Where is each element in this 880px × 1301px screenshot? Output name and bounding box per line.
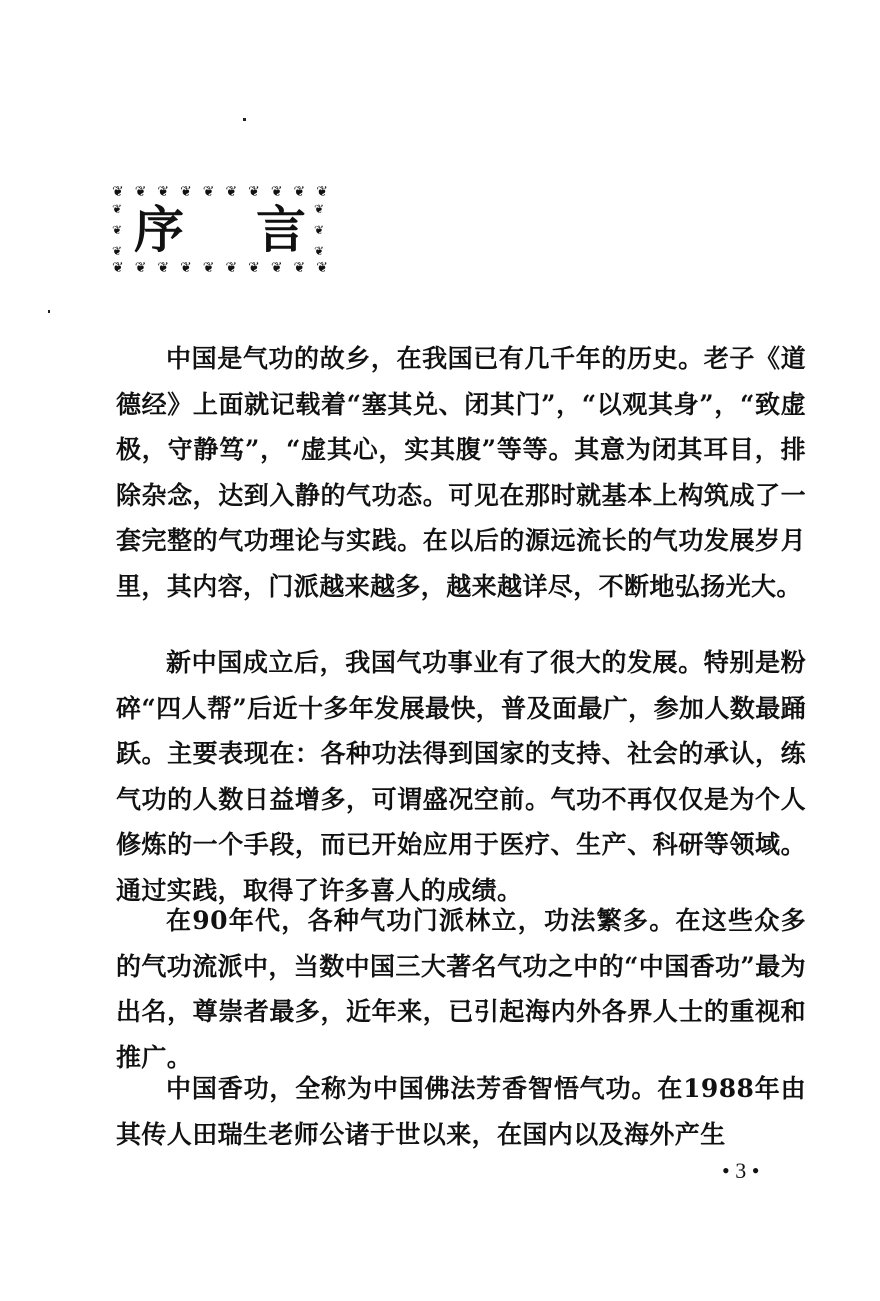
paragraph-4: 中国香功，全称为中国佛法芳香智悟气功。在1988年由其传人田瑞生老师公诸于世以来，在国内以及海外产生 [116, 1074, 806, 1149]
heading-frame [112, 184, 328, 276]
stray-mark [243, 118, 246, 121]
paragraph-3: 在90年代，各种气功门派林立，功法繁多。在这些众多的气功流派中，当数中国三大著名气功之中的“中国香功”最为出名，尊崇者最多，近年来，已引起海内外各界人士的重视和推广。 [116, 906, 806, 1072]
ornament-border-left: ❦ ❦ ❦ [112, 202, 123, 258]
title-char-2: 言 [256, 201, 306, 259]
paragraph-2: 新中国成立后，我国气功事业有了很大的发展。特别是粉碎“四人帮”后近十多年发展最快，普及面最广，参加人数最踊跃。主要表现在：各种功法得到国家的支持、社会的承认，练气功的人数日益增多，可谓盛况空前。气功不再仅仅是为个人修炼的一个手段，而已开始应用于医疗、生产、科研等领域。通过实践，取得了许多喜人的成绩。 [116, 648, 806, 905]
page-number: • 3 • [722, 1158, 760, 1183]
ornament-border-top: ❦ ❦ ❦ ❦ ❦ ❦ ❦ ❦ ❦ ❦ [112, 184, 328, 200]
title-char-1: 序 [134, 201, 184, 259]
paragraph-1: 中国是气功的故乡，在我国已有几千年的历史。老子《道德经》上面就记载着“塞其兑、闭其门”，“以观其身”，“致虚极，守静笃”，“虚其心，实其腹”等等。其意为闭其耳目，排除杂念，达到入静的气功态。可见在那时就基本上构筑成了一套完整的气功理论与实践。在以后的源远流长的气功发展岁月里，其内容，门派越来越多，越来越详尽，不断地弘扬光大。 [116, 344, 806, 601]
ornament-border-bottom: ❦ ❦ ❦ ❦ ❦ ❦ ❦ ❦ ❦ ❦ [112, 260, 328, 276]
ornament-border-right: ❦ ❦ ❦ [314, 202, 325, 258]
page-title [134, 196, 306, 264]
stray-mark [48, 310, 50, 313]
